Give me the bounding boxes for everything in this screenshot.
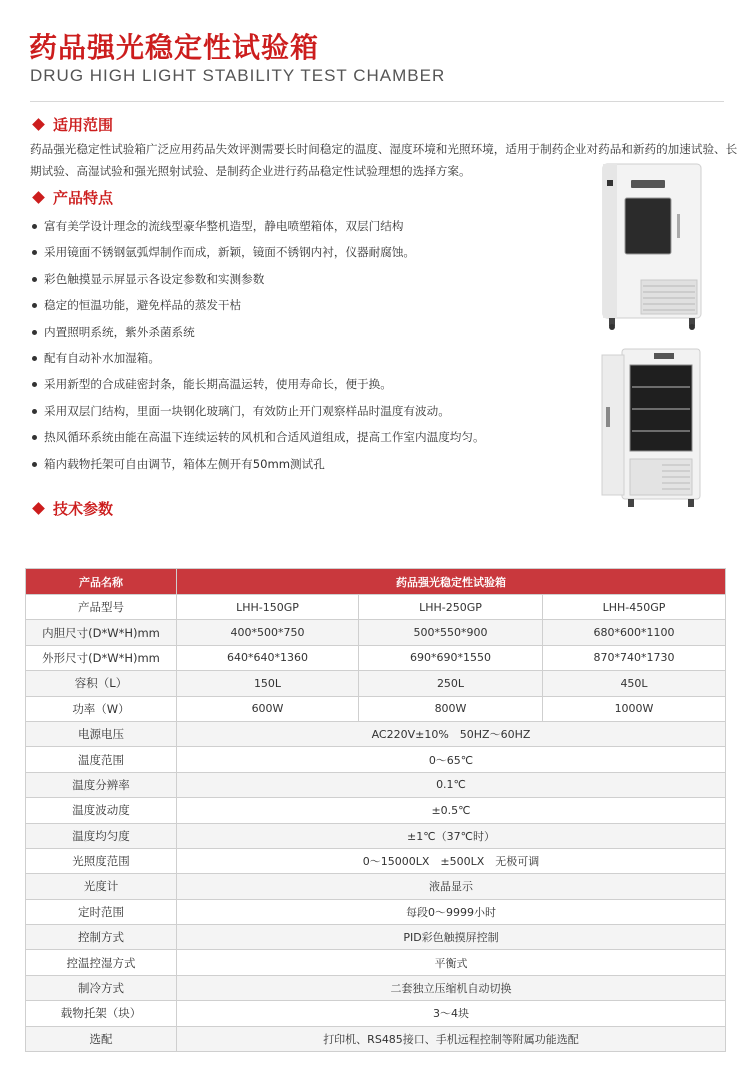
feature-text: 富有美学设计理念的流线型豪华整机造型，静电喷塑箱体，双层门结构 xyxy=(44,219,404,233)
table-cell-label: 光度计 xyxy=(26,874,177,899)
table-cell-label: 光照度范围 xyxy=(26,848,177,873)
table-header-label: 产品名称 xyxy=(26,569,177,595)
table-cell-label: 选配 xyxy=(26,1026,177,1051)
bullet-icon xyxy=(32,250,37,255)
table-row xyxy=(26,798,726,823)
table-cell-label: 控温控湿方式 xyxy=(26,950,177,975)
table-cell-label: 温度分辨率 xyxy=(26,772,177,797)
list-item xyxy=(30,451,590,477)
table-cell-value: 690*690*1550 xyxy=(359,645,543,670)
table-cell-label: 容积（L） xyxy=(26,671,177,696)
table-cell-value: PID彩色触摸屏控制 xyxy=(177,925,726,950)
table-cell-value: 0～65℃ xyxy=(177,747,726,772)
list-item xyxy=(30,292,590,318)
diamond-icon xyxy=(32,118,45,131)
table-row xyxy=(26,772,726,797)
section-heading-features-label: 产品特点 xyxy=(53,189,114,207)
table-cell-value: 每段0～9999小时 xyxy=(177,899,726,924)
feature-text: 彩色触摸显示屏显示各设定参数和实测参数 xyxy=(44,271,265,286)
feature-text: 热风循环系统由能在高温下连续运转的风机和合适风道组成，提高工作室内温度均匀。 xyxy=(44,430,485,445)
table-cell-value: 液晶显示 xyxy=(177,874,726,899)
product-image-closed-chamber xyxy=(597,162,707,330)
bullet-icon xyxy=(32,409,37,414)
table-cell-value: 800W xyxy=(359,696,543,721)
title-divider xyxy=(30,101,724,102)
list-item xyxy=(30,371,590,397)
section-heading-features xyxy=(30,187,113,208)
feature-list xyxy=(30,213,590,477)
table-cell-value: 400*500*750 xyxy=(177,620,359,645)
table-cell-value: 1000W xyxy=(543,696,726,721)
table-cell-value: LHH-450GP xyxy=(543,595,726,620)
table-cell-value: 0～15000LX ±500LX 无极可调 xyxy=(177,848,726,873)
table-cell-value: 600W xyxy=(177,696,359,721)
section-heading-scope-label: 适用范围 xyxy=(53,116,114,134)
table-row xyxy=(26,595,726,620)
table-header-value: 药品强光稳定性试验箱 xyxy=(177,569,726,595)
table-row xyxy=(26,899,726,924)
feature-text: 采用新型的合成硅密封条，能长期高温运转，使用寿命长，便于换。 xyxy=(44,377,392,392)
scope-description: 药品强光稳定性试验箱广泛应用药品失效评测需要长时间稳定的温度、湿度环境和光照环境，适用于制药企业对药品和新药的加速试验、长期试验、高湿试验和强光照射试验、是制药企业进行药品稳定性试验理想的选择方案。 xyxy=(30,142,738,178)
product-image-open-chamber xyxy=(600,347,704,509)
table-cell-value: LHH-150GP xyxy=(177,595,359,620)
page-subtitle: DRUG HIGH LIGHT STABILITY TEST CHAMBER xyxy=(30,66,446,85)
list-item xyxy=(30,213,590,239)
list-item xyxy=(30,266,590,292)
table-row xyxy=(26,721,726,746)
feature-text: 箱内载物托架可自由调节，箱体左侧开有50mm测试孔 xyxy=(44,456,325,471)
table-cell-value: 640*640*1360 xyxy=(177,645,359,670)
section-heading-scope xyxy=(30,114,113,135)
table-cell-label: 载物托架（块） xyxy=(26,1001,177,1026)
table-cell-value: 3～4块 xyxy=(177,1001,726,1026)
table-row xyxy=(26,823,726,848)
table-cell-value: 250L xyxy=(359,671,543,696)
table-row xyxy=(26,925,726,950)
table-cell-label: 电源电压 xyxy=(26,721,177,746)
table-cell-label: 产品型号 xyxy=(26,595,177,620)
table-cell-value: 680*600*1100 xyxy=(543,620,726,645)
table-cell-label: 功率（W） xyxy=(26,696,177,721)
list-item xyxy=(30,239,590,265)
bullet-icon xyxy=(32,462,37,467)
table-cell-label: 外形尺寸(D*W*H)mm xyxy=(26,645,177,670)
table-cell-label: 控制方式 xyxy=(26,925,177,950)
table-cell-value: 870*740*1730 xyxy=(543,645,726,670)
table-row xyxy=(26,671,726,696)
bullet-icon xyxy=(32,356,37,361)
table-row xyxy=(26,950,726,975)
table-cell-label: 温度均匀度 xyxy=(26,823,177,848)
list-item xyxy=(30,319,590,345)
table-cell-label: 温度范围 xyxy=(26,747,177,772)
section-heading-specs xyxy=(30,498,113,519)
table-cell-label: 内胆尺寸(D*W*H)mm xyxy=(26,620,177,645)
bullet-icon xyxy=(32,330,37,335)
bullet-icon xyxy=(32,303,37,308)
diamond-icon xyxy=(32,191,45,204)
table-row xyxy=(26,696,726,721)
feature-text: 采用双层门结构，里面一块钢化玻璃门，有效防止开门观察样品时温度有波动。 xyxy=(44,403,450,418)
table-row xyxy=(26,620,726,645)
table-row xyxy=(26,848,726,873)
table-cell-value: AC220V±10% 50HZ～60HZ xyxy=(177,721,726,746)
table-row xyxy=(26,747,726,772)
table-cell-value: LHH-250GP xyxy=(359,595,543,620)
bullet-icon xyxy=(32,277,37,282)
bullet-icon xyxy=(32,382,37,387)
list-item xyxy=(30,398,590,424)
table-cell-value: ±0.5℃ xyxy=(177,798,726,823)
page-title: 药品强光稳定性试验箱 xyxy=(29,31,320,64)
table-cell-label: 制冷方式 xyxy=(26,975,177,1000)
table-cell-value: 平衡式 xyxy=(177,950,726,975)
table-cell-value: ±1℃（37℃时） xyxy=(177,823,726,848)
list-item xyxy=(30,424,590,450)
table-cell-value: 0.1℃ xyxy=(177,772,726,797)
table-cell-value: 150L xyxy=(177,671,359,696)
table-cell-value: 450L xyxy=(543,671,726,696)
table-cell-value: 500*550*900 xyxy=(359,620,543,645)
table-cell-label: 温度波动度 xyxy=(26,798,177,823)
bullet-icon xyxy=(32,224,37,229)
table-cell-value: 二套独立压缩机自动切换 xyxy=(177,975,726,1000)
spec-table xyxy=(25,568,726,1052)
feature-text: 配有自动补水加湿箱。 xyxy=(44,350,160,365)
table-row xyxy=(26,1001,726,1026)
table-cell-label: 定时范围 xyxy=(26,899,177,924)
list-item xyxy=(30,345,590,371)
feature-text: 采用镜面不锈钢氩弧焊制作而成，新颖，镜面不锈钢内衬，仪器耐腐蚀。 xyxy=(44,245,416,260)
bullet-icon xyxy=(32,435,37,440)
section-heading-specs-label: 技术参数 xyxy=(53,500,114,518)
feature-text: 稳定的恒温功能，避免样品的蒸发干枯 xyxy=(44,298,242,313)
table-row xyxy=(26,645,726,670)
table-row xyxy=(26,1026,726,1051)
feature-text: 内置照明系统，紫外杀菌系统 xyxy=(44,324,195,339)
table-row xyxy=(26,975,726,1000)
table-header-row xyxy=(26,569,726,595)
table-cell-value: 打印机、RS485接口、手机远程控制等附属功能选配 xyxy=(177,1026,726,1051)
table-row xyxy=(26,874,726,899)
diamond-icon xyxy=(32,502,45,515)
